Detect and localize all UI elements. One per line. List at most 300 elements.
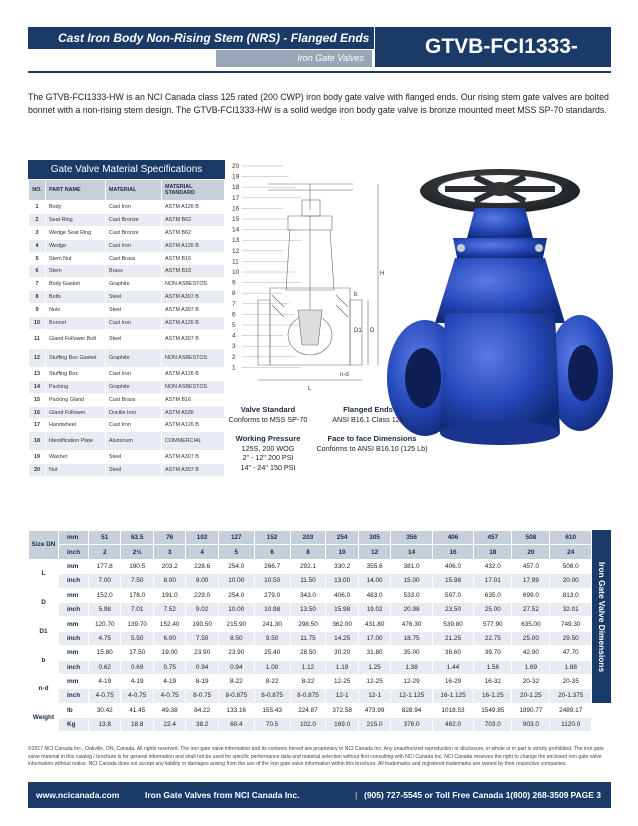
part-name: Stuffing Box Gasket xyxy=(46,348,106,367)
part-name: Stem xyxy=(46,265,106,278)
dimension-value: 4.75 xyxy=(89,631,121,645)
dimension-value: 152.0 xyxy=(89,588,121,602)
dimension-value: 15.98 xyxy=(432,574,473,588)
dimension-value: 9.02 xyxy=(186,602,218,616)
weight-value: 22.4 xyxy=(153,718,185,732)
dimension-value: 14.25 xyxy=(326,631,358,645)
dimensions-table xyxy=(28,530,592,732)
dimension-value: 8.00 xyxy=(153,574,185,588)
dimension-value: 8-0.875 xyxy=(218,689,254,703)
unit-label: inch xyxy=(59,660,89,674)
dimension-value: 29.50 xyxy=(550,631,592,645)
dimension-value: 16-1.25 xyxy=(474,689,512,703)
weight-value: 38.2 xyxy=(186,718,218,732)
weight-value: 30.42 xyxy=(89,703,121,717)
model-number: GTVB-FCI1333-HW xyxy=(375,27,611,67)
part-standard: ASTM A536 xyxy=(162,406,225,419)
dimension-value: 12-1 xyxy=(358,689,390,703)
weight-value: 703.0 xyxy=(474,718,512,732)
dimension-value: 32.01 xyxy=(550,602,592,616)
dimension-value: 47.70 xyxy=(550,646,592,660)
dimension-value: 457.0 xyxy=(512,559,550,573)
dimension-value: 4-19 xyxy=(121,674,153,688)
dimensions-side-title xyxy=(592,530,611,703)
part-name: Handwheel xyxy=(46,419,106,432)
part-name: Washer xyxy=(46,451,106,464)
dimension-value: 152.40 xyxy=(153,617,185,631)
material-row xyxy=(29,393,225,406)
size-mm: 51 xyxy=(89,531,121,545)
material-row xyxy=(29,291,225,304)
size-mm: 127 xyxy=(218,531,254,545)
dimension-value: 4-0.75 xyxy=(153,689,185,703)
unit-label: Kg xyxy=(59,718,89,732)
part-material: Steel xyxy=(106,291,162,304)
size-mm: 508 xyxy=(512,531,550,545)
callout-number: 16 xyxy=(232,205,240,213)
dimension-row xyxy=(29,660,592,674)
page-number: PAGE 3 xyxy=(570,790,601,800)
dimension-value: 31.80 xyxy=(358,646,390,660)
material-row xyxy=(29,278,225,291)
material-table-header xyxy=(29,180,225,201)
dimension-value: 11.75 xyxy=(290,631,326,645)
weight-value: 1990.77 xyxy=(512,703,550,717)
dimension-value: 749.30 xyxy=(550,617,592,631)
dimension-value: 30.20 xyxy=(326,646,358,660)
weight-value: 372.58 xyxy=(326,703,358,717)
dimension-label: n-d xyxy=(29,674,59,703)
dimension-value: 7.50 xyxy=(186,631,218,645)
flanged-ends-title: Flanged Ends xyxy=(343,405,393,414)
part-standard: ASTM A307 B xyxy=(162,329,225,348)
weight-value: 155.43 xyxy=(254,703,290,717)
weight-value: 169.0 xyxy=(326,718,358,732)
unit-label: mm xyxy=(59,674,89,688)
weight-value: 376.0 xyxy=(391,718,432,732)
dimension-value: 577.90 xyxy=(474,617,512,631)
dimension-value: 406.0 xyxy=(326,588,358,602)
unit-label: lb xyxy=(59,703,89,717)
dimension-row xyxy=(29,588,592,602)
working-pressure-spec xyxy=(228,434,308,472)
size-mm: 457 xyxy=(474,531,512,545)
dim-label-nd: n-d xyxy=(340,372,349,378)
part-no: 2 xyxy=(29,213,46,226)
dimension-value: 190.50 xyxy=(186,617,218,631)
part-name: Stuffing Box xyxy=(46,367,106,380)
dimension-value: 178.0 xyxy=(121,588,153,602)
dimension-value: 21.25 xyxy=(432,631,473,645)
part-standard: ASTM A126 B xyxy=(162,239,225,252)
part-name: Body Gasket xyxy=(46,278,106,291)
part-material: Steel xyxy=(106,329,162,348)
dimension-value: 8-19 xyxy=(186,674,218,688)
part-material: Cast Iron xyxy=(106,239,162,252)
part-standard: ASTM B16 xyxy=(162,265,225,278)
size-mm: 76 xyxy=(153,531,185,545)
dimension-value: 292.1 xyxy=(290,559,326,573)
size-inch: 4 xyxy=(186,545,218,559)
dimension-value: 20.00 xyxy=(550,574,592,588)
dimension-value: 17.01 xyxy=(474,574,512,588)
dimension-value: 12-1.125 xyxy=(391,689,432,703)
dimension-value: 228.6 xyxy=(186,559,218,573)
col-material: MATERIAL xyxy=(106,180,162,201)
material-row xyxy=(29,252,225,265)
weight-value: 1120.0 xyxy=(550,718,592,732)
weight-value: 102.0 xyxy=(290,718,326,732)
size-inch: 5 xyxy=(218,545,254,559)
product-title: Cast Iron Body Non-Rising Stem (NRS) - Flanged Ends xyxy=(28,27,374,49)
header-divider xyxy=(28,71,611,73)
weight-row xyxy=(29,718,592,732)
part-standard: NON ASBESTOS xyxy=(162,348,225,367)
dimension-value: 229.0 xyxy=(186,588,218,602)
col-part-name: PART NAME xyxy=(46,180,106,201)
part-no: 18 xyxy=(29,432,46,451)
part-no: 12 xyxy=(29,348,46,367)
size-inch: 2½ xyxy=(121,545,153,559)
dimension-value: 254.0 xyxy=(218,588,254,602)
size-mm: 356 xyxy=(391,531,432,545)
material-row xyxy=(29,304,225,317)
material-row xyxy=(29,451,225,464)
dimension-value: 8-0.875 xyxy=(290,689,326,703)
dimension-value: 10.00 xyxy=(218,602,254,616)
face-to-face-value: Conforms to ANSI B16.10 (125 Lb) xyxy=(316,443,428,453)
weight-value: 41.45 xyxy=(121,703,153,717)
callout-number: 5 xyxy=(232,322,236,329)
dimension-label: L xyxy=(29,559,59,588)
dimension-value: 1.44 xyxy=(432,660,473,674)
material-row xyxy=(29,317,225,330)
dimension-value: 15.00 xyxy=(391,574,432,588)
unit-label: inch xyxy=(59,631,89,645)
dimension-row xyxy=(29,631,592,645)
part-standard: ASTM A126 B xyxy=(162,419,225,432)
unit-label: mm xyxy=(59,588,89,602)
dimension-value: 25.40 xyxy=(254,646,290,660)
part-no: 11 xyxy=(29,329,46,348)
size-inch: 12 xyxy=(358,545,390,559)
part-name: Packing Gland xyxy=(46,393,106,406)
dimension-value: 355.6 xyxy=(358,559,390,573)
dimension-value: 381.0 xyxy=(391,559,432,573)
dimension-value: 10.00 xyxy=(218,574,254,588)
dimension-value: 17.50 xyxy=(121,646,153,660)
dimension-value: 0.75 xyxy=(153,660,185,674)
dimension-value: 298.50 xyxy=(290,617,326,631)
part-no: 5 xyxy=(29,252,46,265)
dimension-value: 23.90 xyxy=(218,646,254,660)
dimension-label: D xyxy=(29,588,59,617)
dimension-value: 16-1.125 xyxy=(432,689,473,703)
dimension-value: 7.01 xyxy=(121,602,153,616)
callout-number: 4 xyxy=(232,332,236,340)
dimension-value: 35.00 xyxy=(391,646,432,660)
dimension-value: 1.88 xyxy=(550,660,592,674)
part-material: Cast Iron xyxy=(106,317,162,330)
part-name: Identification Plate xyxy=(46,432,106,451)
part-standard: ASTM A307 B xyxy=(162,304,225,317)
size-mm: 406 xyxy=(432,531,473,545)
part-standard: ASTM B62 xyxy=(162,213,225,226)
weight-value: 1549.85 xyxy=(474,703,512,717)
dimension-value: 5.50 xyxy=(121,631,153,645)
weight-label: Weight xyxy=(29,703,59,732)
part-name: Bonnet xyxy=(46,317,106,330)
dimension-value: 15.98 xyxy=(326,602,358,616)
dimension-value: 279.0 xyxy=(254,588,290,602)
dimension-value: 483.0 xyxy=(358,588,390,602)
material-row xyxy=(29,380,225,393)
dimension-value: 635.00 xyxy=(512,617,550,631)
dimension-value: 120.70 xyxy=(89,617,121,631)
flanged-ends-spec xyxy=(318,405,418,424)
working-pressure-line-2: 2" - 12" 200 PSI xyxy=(242,453,294,462)
part-no: 9 xyxy=(29,304,46,317)
part-no: 10 xyxy=(29,317,46,330)
size-inch: 10 xyxy=(326,545,358,559)
part-no: 3 xyxy=(29,226,46,239)
material-row xyxy=(29,329,225,348)
dimension-value: 4-19 xyxy=(153,674,185,688)
size-inch: 16 xyxy=(432,545,473,559)
material-row xyxy=(29,265,225,278)
dimension-value: 0.69 xyxy=(121,660,153,674)
unit-label: mm xyxy=(59,646,89,660)
material-row xyxy=(29,239,225,252)
dimension-value: 10.98 xyxy=(254,602,290,616)
unit-label: mm xyxy=(59,559,89,573)
dimension-value: 36.60 xyxy=(432,646,473,660)
dimension-value: 191.0 xyxy=(153,588,185,602)
dimension-value: 12-1 xyxy=(326,689,358,703)
size-mm: 610 xyxy=(550,531,592,545)
dimension-value: 215.90 xyxy=(218,617,254,631)
dimension-value: 23.90 xyxy=(186,646,218,660)
dimension-value: 20-1.25 xyxy=(512,689,550,703)
part-name: Wedge xyxy=(46,239,106,252)
weight-value: 215.0 xyxy=(358,718,390,732)
dimension-row xyxy=(29,689,592,703)
valve-technical-drawing xyxy=(228,160,398,400)
dimension-value: 17.00 xyxy=(358,631,390,645)
part-name: Packing xyxy=(46,380,106,393)
col-no: NO. xyxy=(29,180,46,201)
dimension-value: 508.0 xyxy=(550,559,592,573)
dimension-value: 14.00 xyxy=(358,574,390,588)
dimension-value: 7.00 xyxy=(89,574,121,588)
part-material: Cast Iron xyxy=(106,367,162,380)
working-pressure-line-3: 14" - 24" 150 PSI xyxy=(240,462,296,472)
callout-number: 6 xyxy=(232,311,236,319)
dimension-value: 1.56 xyxy=(474,660,512,674)
col-material-standard: MATERIAL STANDARD xyxy=(162,180,225,201)
size-mm: 63.5 xyxy=(121,531,153,545)
part-standard: ASTM B62 xyxy=(162,226,225,239)
dimension-value: 813.0 xyxy=(550,588,592,602)
dimension-value: 13.50 xyxy=(290,602,326,616)
weight-value: 2489.17 xyxy=(550,703,592,717)
callout-number: 3 xyxy=(232,343,236,351)
dim-label-d: D xyxy=(370,328,375,334)
callout-number: 14 xyxy=(232,226,240,234)
unit-label: inch xyxy=(59,574,89,588)
part-no: 17 xyxy=(29,419,46,432)
size-inch: 20 xyxy=(512,545,550,559)
dimension-value: 8-22 xyxy=(290,674,326,688)
part-material: Steel xyxy=(106,464,162,477)
dimension-value: 1.19 xyxy=(326,660,358,674)
dimension-row xyxy=(29,674,592,688)
material-row xyxy=(29,201,225,214)
part-material: Cast Brass xyxy=(106,393,162,406)
dimension-value: 8-22 xyxy=(254,674,290,688)
dimension-value: 1.12 xyxy=(290,660,326,674)
callout-number: 13 xyxy=(232,237,240,245)
dimension-value: 12-25 xyxy=(358,674,390,688)
dimension-value: 12-29 xyxy=(391,674,432,688)
part-no: 16 xyxy=(29,406,46,419)
size-mm: 305 xyxy=(358,531,390,545)
dimension-value: 10.50 xyxy=(254,574,290,588)
part-name: Nut xyxy=(46,464,106,477)
part-material: Graphite xyxy=(106,278,162,291)
dimension-label: D1 xyxy=(29,617,59,646)
weight-row xyxy=(29,703,592,717)
part-name: Gland Follower xyxy=(46,406,106,419)
part-name: Nuts xyxy=(46,304,106,317)
part-material: Cast Brass xyxy=(106,252,162,265)
dimension-value: 699.0 xyxy=(512,588,550,602)
unit-label: mm xyxy=(59,531,89,545)
dimension-value: 0.94 xyxy=(186,660,218,674)
dimension-value: 23.50 xyxy=(432,602,473,616)
callout-number: 8 xyxy=(232,290,236,298)
size-inch-row xyxy=(29,545,592,559)
dimension-value: 42.90 xyxy=(512,646,550,660)
dimension-value: 241.30 xyxy=(254,617,290,631)
dim-label-b: b xyxy=(354,292,358,298)
dimension-value: 1.00 xyxy=(254,660,290,674)
weight-value: 60.4 xyxy=(218,718,254,732)
callout-number: 20 xyxy=(232,163,240,170)
part-material: Graphite xyxy=(106,348,162,367)
callout-number: 10 xyxy=(232,269,240,276)
part-no: 1 xyxy=(29,201,46,214)
working-pressure-line-1: 125S, 200 WOG xyxy=(241,443,295,453)
dimension-row xyxy=(29,646,592,660)
dimension-value: 5.98 xyxy=(89,602,121,616)
part-no: 13 xyxy=(29,367,46,380)
part-material: Cast Bronze xyxy=(106,226,162,239)
dimension-value: 19.02 xyxy=(358,602,390,616)
part-no: 20 xyxy=(29,464,46,477)
callout-number: 2 xyxy=(232,353,236,361)
part-standard: COMMERCIAL xyxy=(162,432,225,451)
valve-standard-spec xyxy=(228,405,308,424)
dimension-value: 9.00 xyxy=(186,574,218,588)
dimension-value: 22.75 xyxy=(474,631,512,645)
material-row xyxy=(29,464,225,477)
callout-number: 18 xyxy=(232,184,240,192)
part-standard: NON ASBESTOS xyxy=(162,278,225,291)
dimension-value: 406.0 xyxy=(432,559,473,573)
callout-number: 7 xyxy=(232,300,236,308)
part-no: 19 xyxy=(29,451,46,464)
face-to-face-title: Face to face Dimensions xyxy=(327,434,417,443)
dimension-value: 330.2 xyxy=(326,559,358,573)
part-standard: NON ASBESTOS xyxy=(162,380,225,393)
dimension-value: 20.98 xyxy=(391,602,432,616)
weight-value: 18.8 xyxy=(121,718,153,732)
valve-standard-title: Valve Standard xyxy=(240,405,296,414)
part-name: Gland Follower Bolt xyxy=(46,329,106,348)
dimension-value: 4-19 xyxy=(89,674,121,688)
material-row xyxy=(29,226,225,239)
size-inch: 2 xyxy=(89,545,121,559)
dimension-value: 597.0 xyxy=(432,588,473,602)
dimension-value: 20-35 xyxy=(550,674,592,688)
part-material: Cast Iron xyxy=(106,419,162,432)
unit-label: inch xyxy=(59,545,89,559)
dimension-row xyxy=(29,602,592,616)
part-standard: ASTM A307 B xyxy=(162,291,225,304)
dimension-row xyxy=(29,617,592,631)
dimension-value: 177.8 xyxy=(89,559,121,573)
weight-value: 224.87 xyxy=(290,703,326,717)
legal-notice: ©2017 NCI Canada Inc., Oakville, ON, Canada. All rights reserved. The iron gate valve information and its contents hereof are proprietary to NCI Canada Inc. Any unauthorized reproduction or disclosure, in whole or in part is strictly prohibited. The iron gate valve material in this catalog / brochure is for general information and shall not be used for specific performance data and material selection without first consulting with NCI Canada Inc. NCI Canada reserves the right to change the enclosed iron gate valve information without notice. NCI Canada does not accept any liability or damages arising from the use of the iron gate valve information within this brochure. All trademarks and registered trademarks are owned by their respective companies. xyxy=(28,746,604,768)
weight-value: 462.0 xyxy=(432,718,473,732)
callout-number: 9 xyxy=(232,279,236,287)
unit-label: mm xyxy=(59,617,89,631)
dimension-value: 20-32 xyxy=(512,674,550,688)
dimension-value: 16-29 xyxy=(432,674,473,688)
part-standard: ASTM A126 B xyxy=(162,201,225,214)
dimension-value: 1.69 xyxy=(512,660,550,674)
footer-website-link[interactable]: www.ncicanada.com xyxy=(36,790,120,800)
dimension-value: 25.00 xyxy=(474,602,512,616)
size-inch: 6 xyxy=(254,545,290,559)
dimension-value: 8-22 xyxy=(218,674,254,688)
callout-number: 19 xyxy=(232,173,240,181)
callout-number: 15 xyxy=(232,216,240,223)
footer-phone: (905) 727-5545 or Toll Free Canada 1(800) 268-3509 xyxy=(364,790,569,800)
dimension-value: 7.50 xyxy=(121,574,153,588)
dimension-value: 203.2 xyxy=(153,559,185,573)
dimension-value: 15.80 xyxy=(89,646,121,660)
weight-value: 828.94 xyxy=(391,703,432,717)
dimension-value: 139.70 xyxy=(121,617,153,631)
part-material: Ductile Iron xyxy=(106,406,162,419)
dimension-value: 9.50 xyxy=(254,631,290,645)
dimension-value: 11.50 xyxy=(290,574,326,588)
dimension-value: 28.50 xyxy=(290,646,326,660)
size-label: Size DN xyxy=(29,531,59,560)
footer-separator: | xyxy=(355,790,358,800)
dimension-value: 0.94 xyxy=(218,660,254,674)
dimension-value: 20-1.375 xyxy=(550,689,592,703)
dimension-value: 0.62 xyxy=(89,660,121,674)
size-mm: 102 xyxy=(186,531,218,545)
part-no: 7 xyxy=(29,278,46,291)
dimension-value: 190.5 xyxy=(121,559,153,573)
weight-value: 13.8 xyxy=(89,718,121,732)
weight-value: 133.16 xyxy=(218,703,254,717)
dimension-value: 13.00 xyxy=(326,574,358,588)
